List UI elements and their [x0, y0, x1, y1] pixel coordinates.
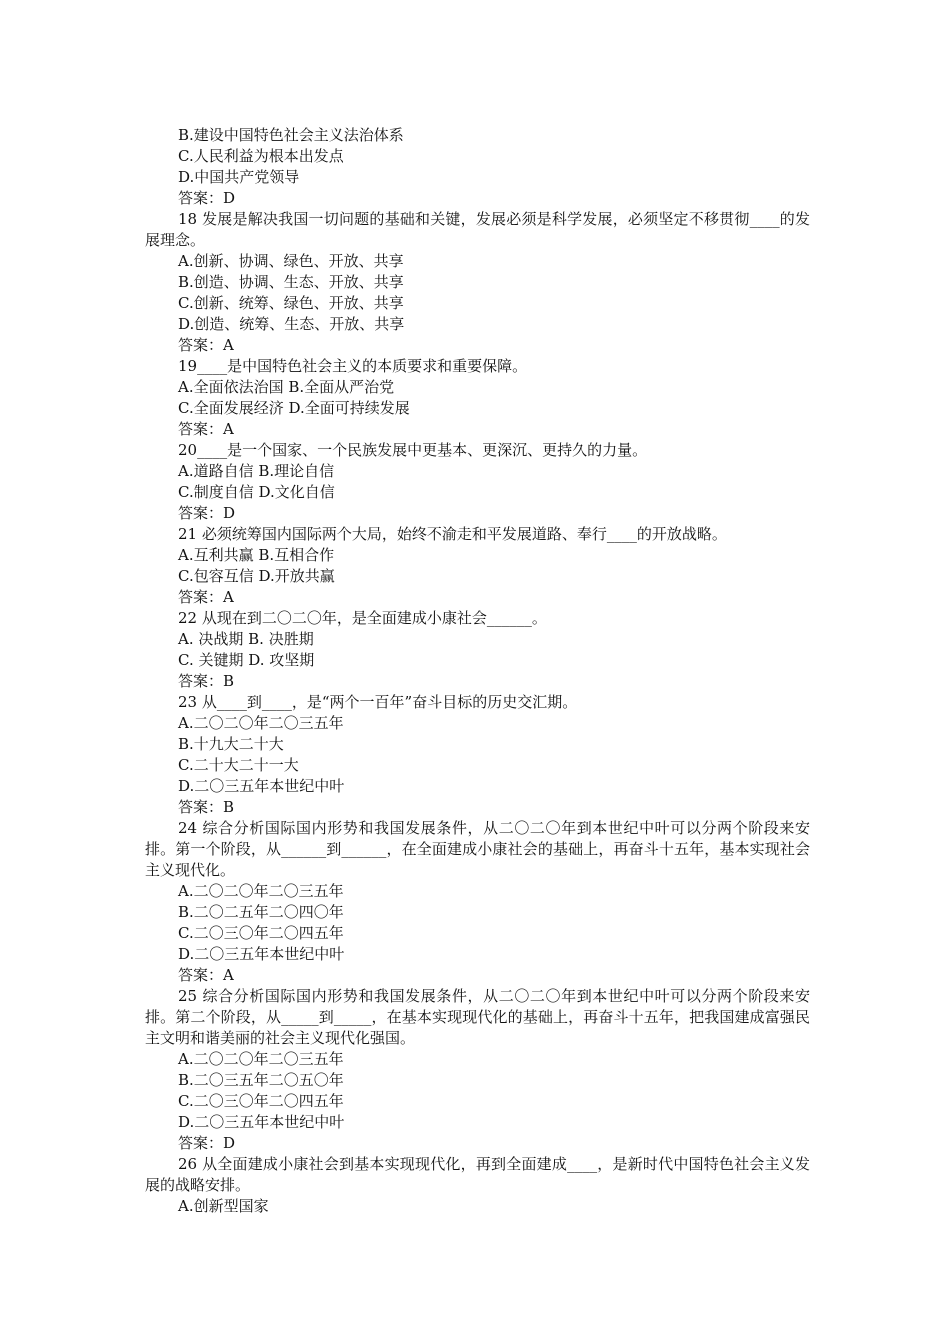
option-line: C.二〇三〇年二〇四五年: [178, 1092, 344, 1110]
option-line: D.二〇三五年本世纪中叶: [178, 945, 345, 963]
option-line: D.中国共产党领导: [178, 168, 300, 186]
option-line: D.二〇三五年本世纪中叶: [178, 777, 345, 795]
option-line: C.二十大二十一大: [178, 756, 299, 774]
option-line: C.二〇三〇年二〇四五年: [178, 924, 344, 942]
option-line: C.全面发展经济 D.全面可持续发展: [178, 399, 410, 417]
option-line: C. 关键期 D. 攻坚期: [178, 651, 315, 669]
option-line: A.道路自信 B.理论自信: [178, 462, 335, 480]
option-line: A.二〇二〇年二〇三五年: [178, 714, 344, 732]
option-line: C.创新、统筹、绿色、开放、共享: [178, 294, 404, 312]
option-line: C.包容互信 D.开放共赢: [178, 567, 335, 585]
option-line: D.创造、统筹、生态、开放、共享: [178, 315, 405, 333]
option-line: C.人民利益为根本出发点: [178, 147, 344, 165]
option-line: B.建设中国特色社会主义法治体系: [178, 126, 404, 144]
option-line: A.互利共赢 B.互相合作: [178, 546, 335, 564]
answer-line: 答案：B: [178, 798, 235, 816]
option-line: A.二〇二〇年二〇三五年: [178, 1050, 344, 1068]
answer-line: 答案：D: [178, 1134, 236, 1152]
question-text: 18 发展是解决我国一切问题的基础和关键，发展必须是科学发展，必须坚定不移贯彻____的发展理念。: [145, 210, 810, 249]
answer-line: 答案：A: [178, 336, 234, 354]
answer-line: 答案：A: [178, 420, 234, 438]
document-body: [145, 125, 810, 1217]
option-line: A.创新、协调、绿色、开放、共享: [178, 252, 404, 270]
answer-line: 答案：A: [178, 966, 234, 984]
question-text: 19____是中国特色社会主义的本质要求和重要保障。: [178, 357, 528, 375]
answer-line: 答案：D: [178, 504, 236, 522]
question-text: 22 从现在到二〇二〇年，是全面建成小康社会______。: [178, 609, 547, 627]
option-line: B.二〇三五年二〇五〇年: [178, 1071, 344, 1089]
option-line: B.创造、协调、生态、开放、共享: [178, 273, 404, 291]
option-line: B.二〇二五年二〇四〇年: [178, 903, 344, 921]
question-text: 20____是一个国家、一个民族发展中更基本、更深沉、更持久的力量。: [178, 441, 648, 459]
option-line: D.二〇三五年本世纪中叶: [178, 1113, 345, 1131]
option-line: A.全面依法治国 B.全面从严治党: [178, 378, 395, 396]
option-line: A.二〇二〇年二〇三五年: [178, 882, 344, 900]
option-line: C.制度自信 D.文化自信: [178, 483, 335, 501]
option-line: B.十九大二十大: [178, 735, 284, 753]
answer-line: 答案：B: [178, 672, 235, 690]
question-text: 21 必须统筹国内国际两个大局，始终不渝走和平发展道路、奉行____的开放战略。: [178, 525, 727, 543]
answer-line: 答案：A: [178, 588, 234, 606]
answer-line: 答案：D: [178, 189, 236, 207]
question-text: 23 从____到____，是“两个一百年”奋斗目标的历史交汇期。: [178, 693, 578, 711]
question-text: 26 从全面建成小康社会到基本实现现代化，再到全面建成____，是新时代中国特色社会主义发展的战略安排。: [145, 1155, 810, 1194]
question-text: 25 综合分析国际国内形势和我国发展条件，从二〇二〇年到本世纪中叶可以分两个阶段来安排。第二个阶段，从_____到_____，在基本实现现代化的基础上，再奋斗十五年，把我国建成富强民主文明和谐美丽的社会主义现代化强国。: [145, 987, 810, 1047]
question-text: 24 综合分析国际国内形势和我国发展条件，从二〇二〇年到本世纪中叶可以分两个阶段来安排。第一个阶段，从______到______，在全面建成小康社会的基础上，再奋斗十五年，基本实现社会主义现代化。: [145, 819, 810, 879]
option-line: A. 决战期 B. 决胜期: [178, 630, 314, 648]
option-line: A.创新型国家: [178, 1197, 269, 1215]
